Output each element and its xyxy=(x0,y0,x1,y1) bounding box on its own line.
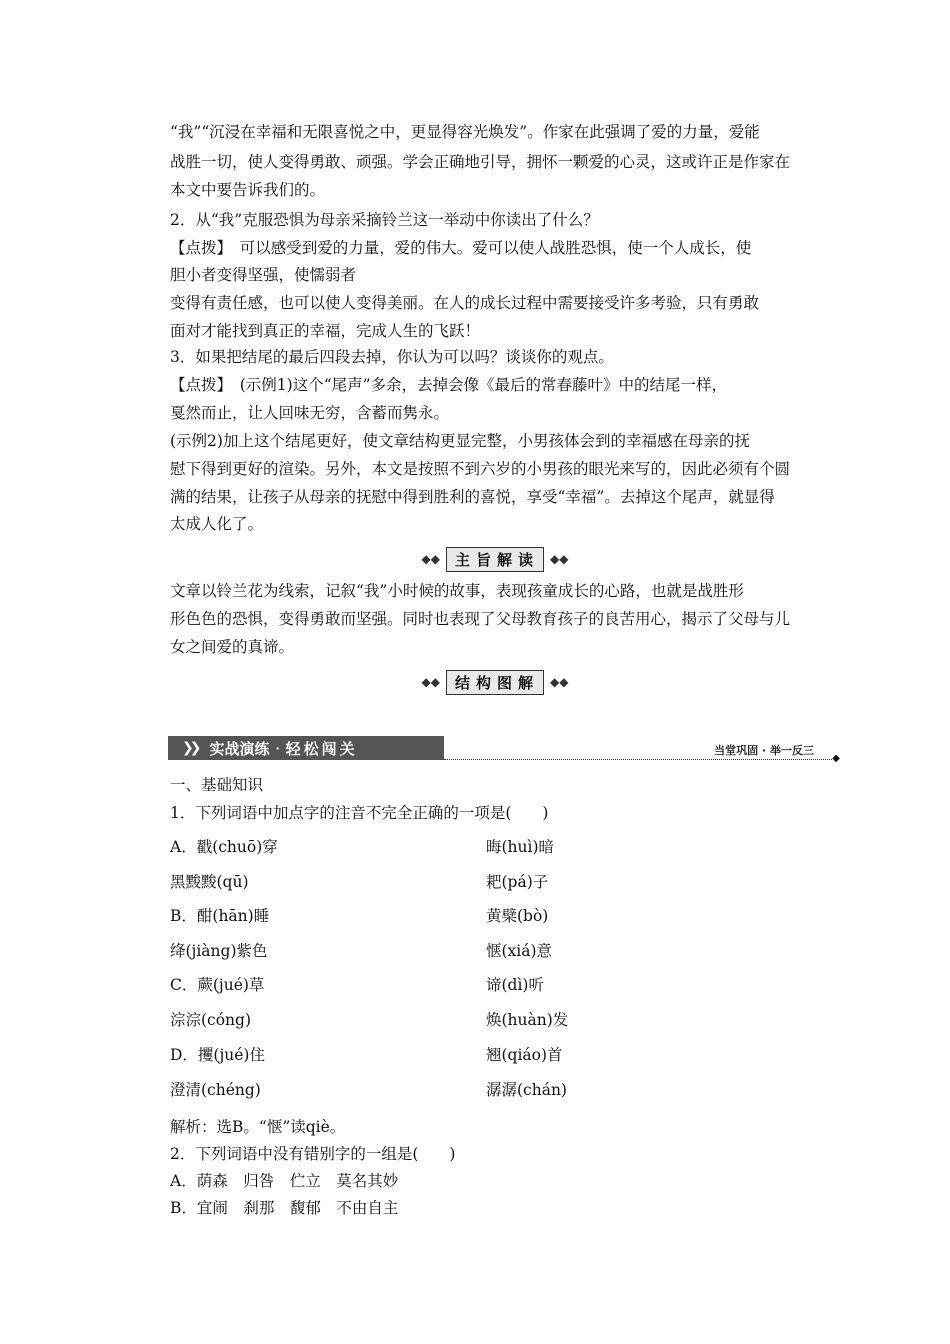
paragraph-line: “我”“沉浸在幸福和无限喜悦之中，更显得容光焕发”。作家在此强调了爱的力量，爱能 xyxy=(170,123,760,141)
question-2b: 2．下列词语中没有错别字的一组是( ) xyxy=(170,1145,456,1163)
option-right: 焕(huàn)发 xyxy=(486,1011,569,1029)
paragraph-line: 面对才能找到真正的幸福，完成人生的飞跃！ xyxy=(170,322,481,340)
option-left: 黑黢黢(qū) xyxy=(170,873,249,891)
diamond-icon: ◆◆ xyxy=(550,552,569,566)
option-right: 晦(huì)暗 xyxy=(486,838,555,856)
banner-right-text: 当堂巩固 · 举一反三 xyxy=(714,744,814,757)
option-right: 黄檗(bò) xyxy=(486,907,549,925)
diamond-icon: ◆◆ xyxy=(550,675,569,689)
paragraph-line: 满的结果，让孩子从母亲的抚慰中得到胜利的喜悦，享受“幸福”。去掉这个尾声，就显得 xyxy=(170,488,775,506)
paragraph-line: 本文中要告诉我们的。 xyxy=(170,181,326,199)
hint-line: 胆小者变得坚强，使懦弱者 xyxy=(170,266,357,284)
paragraph-line: (示例2)加上这个结尾更好，使文章结构更显完整，小男孩体会到的幸福感在母亲的抚 xyxy=(170,432,750,450)
theme-title: 主旨解读 xyxy=(446,547,544,572)
option-right: 惬(xiá)意 xyxy=(486,942,553,960)
question-1: 1．下列词语中加点字的注音不完全正确的一项是( ) xyxy=(170,804,549,822)
question-3: 3．如果把结尾的最后四段去掉，你认为可以吗？谈谈你的观点。 xyxy=(170,348,614,366)
paragraph-line: 慰下得到更好的渲染。另外，本文是按照不到六岁的小男孩的眼光来写的，因此必须有个圆 xyxy=(170,460,791,478)
option-left: B．酣(hān)睡 xyxy=(170,907,270,925)
option-left: A．戳(chuō)穿 xyxy=(170,838,278,856)
diamond-icon: ◆◆ xyxy=(421,552,440,566)
q2-option: A．荫森 归咎 伫立 莫名其妙 xyxy=(170,1172,399,1190)
diamond-icon: ◆◆ xyxy=(421,675,440,689)
option-left: 淙淙(cóng) xyxy=(170,1011,252,1029)
banner-dotted-line xyxy=(444,759,832,760)
option-left: 绛(jiàng)紫色 xyxy=(170,942,268,960)
banner-emph-text: 轻松闯关 xyxy=(285,739,358,758)
paragraph-line: 太成人化了。 xyxy=(170,515,264,533)
option-left: C．蕨(jué)草 xyxy=(170,976,265,994)
hint-line: 【点拨】 可以感受到爱的力量，爱的伟大。爱可以使人战胜恐惧，使一个人成长，使 xyxy=(170,239,752,257)
theme-line: 女之间爱的真谛。 xyxy=(170,638,295,656)
option-right: 潺潺(chán) xyxy=(486,1081,567,1099)
double-chevron-icon: ❯❯ xyxy=(182,740,198,756)
practice-banner xyxy=(168,736,840,764)
structure-heading xyxy=(400,671,590,693)
option-left: D．攫(jué)住 xyxy=(170,1046,265,1064)
option-right: 谛(dì)听 xyxy=(486,976,544,994)
theme-line: 文章以铃兰花为线索，记叙“我”小时候的故事，表现孩童成长的心路，也就是战胜形 xyxy=(170,582,744,600)
structure-title: 结构图解 xyxy=(446,670,544,695)
theme-line: 形色色的恐惧，变得勇敢而坚强。同时也表现了父母教育孩子的良苦用心，揭示了父母与儿 xyxy=(170,610,791,628)
option-right: 翘(qiáo)首 xyxy=(486,1046,563,1064)
theme-heading xyxy=(400,548,590,570)
section-title: 一、基础知识 xyxy=(170,776,264,794)
hint-line: 【点拨】 (示例1)这个“尾声”多余，去掉会像《最后的常春藤叶》中的结尾一样， xyxy=(170,376,728,394)
option-right: 耙(pá)子 xyxy=(486,873,549,891)
question-2: 2．从“我”克服恐惧为母亲采摘铃兰这一举动中你读出了什么？ xyxy=(170,211,599,229)
paragraph-line: 战胜一切，使人变得勇敢、顽强。学会正确地引导，拥怀一颗爱的心灵，这或许正是作家在 xyxy=(170,153,791,171)
option-left: 澄清(chéng) xyxy=(170,1081,261,1099)
practice-banner-label xyxy=(168,736,444,760)
q2-option: B．宜闹 刹那 馥郁 不由自主 xyxy=(170,1199,399,1217)
banner-left-text: 实战演练 xyxy=(209,739,270,758)
answer-1: 解析：选B。“惬”读qiè。 xyxy=(170,1118,346,1136)
diamond-icon: ◆ xyxy=(832,753,840,764)
paragraph-line: 变得有责任感，也可以使人变得美丽。在人的成长过程中需要接受许多考验，只有勇敢 xyxy=(170,294,760,312)
banner-separator: · xyxy=(275,741,280,755)
paragraph-line: 戛然而止，让人回味无穷，含蓄而隽永。 xyxy=(170,404,450,422)
